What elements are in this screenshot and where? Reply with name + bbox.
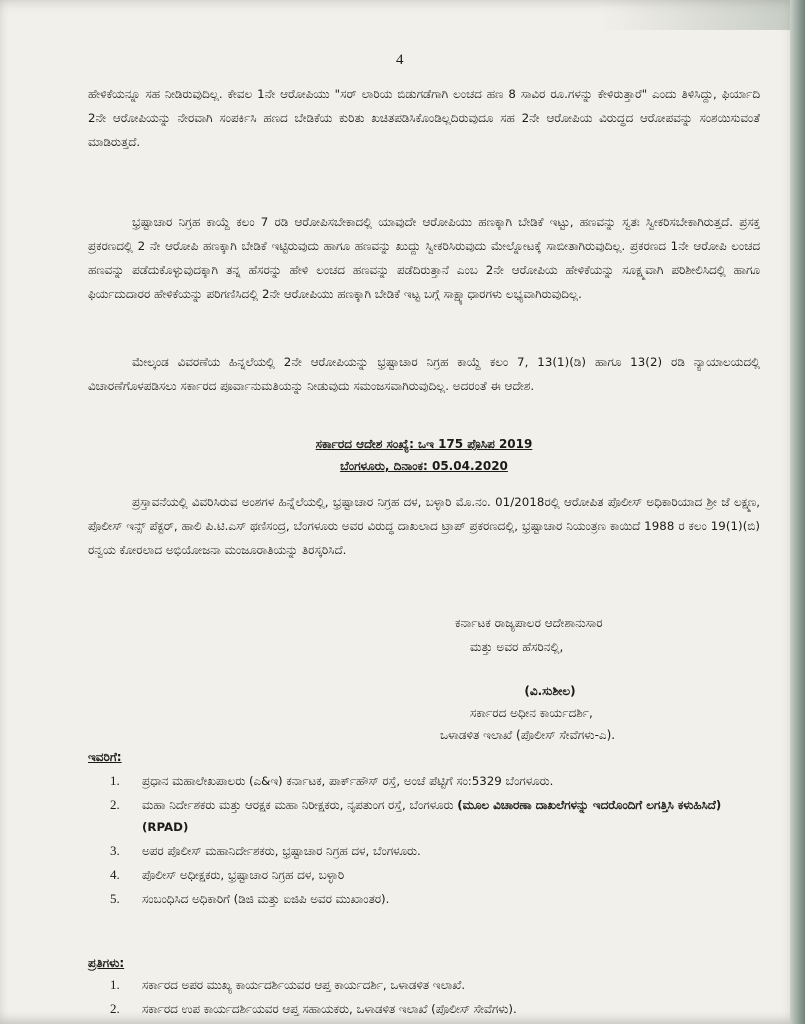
signatory-designation: ಸರ್ಕಾರದ ಅಧೀನ ಕಾರ್ಯದರ್ಶಿ, xyxy=(470,706,593,720)
list-item: 4. ಪೊಲೀಸ್ ಅಧೀಕ್ಷಕರು, ಭ್ರಷ್ಟಾಚಾರ ನಿಗ್ರಹ ದಳ, ಬಳ್ಳಾರಿ xyxy=(110,867,345,882)
recipients-list xyxy=(110,770,760,912)
order-number-heading: ಸರ್ಕಾರದ ಆದೇಶ ಸಂಖ್ಯೆ: ಒಇ 175 ಪೊಸಿಪ 2019 xyxy=(315,437,533,451)
paragraph-3: ಮೇಲ್ಕಂಡ ವಿವರಣೆಯ ಹಿನ್ನಲೆಯಲ್ಲಿ 2ನೇ ಆರೋಪಿಯನ್ನು ಭ್ರಷ್ಟಾಚಾರ ನಿಗ್ರಹ ಕಾಯ್ದೆ ಕಲಂ 7, 13(1)(ಡಿ) ಹಾಗೂ 13(2) ರಡಿ ನ್ಯಾಯಾಲಯದಲ್ಲಿ ವಿಚಾರಣೆಗೊಳಪಡಿಸಲು ಸರ್ಕಾರದ ಪೂರ್ವಾನುಮತಿಯನ್ನು ನೀಡುವುದು ಸಮಂಜಸವಾಗಿರುವುದಿಲ್ಲ. ಅದರಂತೆ ಈ ಆದೇಶ. xyxy=(88,355,760,393)
paragraph-2: ಭ್ರಷ್ಟಾಚಾರ ನಿಗ್ರಹ ಕಾಯ್ದೆ ಕಲಂ 7 ರಡಿ ಆರೋಪಿಸಬೇಕಾದಲ್ಲಿ ಯಾವುದೇ ಆರೋಪಿಯು ಹಣಕ್ಕಾಗಿ ಬೇಡಿಕೆ ಇಟ್ಟು, ಹಣವನ್ನು ಸ್ವತಃ ಸ್ವೀಕರಿಸಬೇಕಾಗಿರುತ್ತದೆ. ಪ್ರಸಕ್ತ ಪ್ರಕರಣದಲ್ಲಿ 2 ನೇ ಆರೋಪಿ ಹಣಕ್ಕಾಗಿ ಬೇಡಿಕೆ ಇಟ್ಟಿರುವುದು ಹಾಗೂ ಹಣವನ್ನು ಖುದ್ದು ಸ್ವೀಕರಿಸಿರುವುದು ಮೇಲ್ನೋಟಕ್ಕೆ ಸಾಬೀತಾಗಿರುವುದಿಲ್ಲ. ಪ್ರಕರಣದ 1ನೇ ಆರೋಪಿ ಲಂಚದ ಹಣವನ್ನು ಪಡೆದುಕೊಳ್ಳುವುದಕ್ಕಾಗಿ ತನ್ನ ಹೆಸರನ್ನು ಹೇಳಿ ಲಂಚದ ಹಣವನ್ನು ಪಡೆದಿರುತ್ತಾನೆ ಎಂಬ 2ನೇ ಆರೋಪಿಯ ಹೇಳಿಕೆಯನ್ನು ಸೂಕ್ಷ್ಮವಾಗಿ ಪರಿಶೀಲಿಸಿದಲ್ಲಿ ಹಾಗೂ ಫಿರ್ಯದುದಾರರ ಹೇಳಿಕೆಯನ್ನು ಪರಿಗಣಿಸಿದಲ್ಲಿ 2ನೇ ಆರೋಪಿಯು ಹಣಕ್ಕಾಗಿ ಬೇಡಿಕೆ ಇಟ್ಟ ಬಗ್ಗೆ ಸಾಕ್ಷ್ಯಾಧಾರಗಳು ಲಭ್ಯವಾಗಿರುವುದಿಲ್ಲ. xyxy=(88,215,760,301)
list-item: 2. ಮಹಾ ನಿರ್ದೇಶಕರು ಮತ್ತು ಆರಕ್ಷಕ ಮಹಾ ನಿರೀಕ್ಷಕರು, ನೃಪತುಂಗ ರಸ್ತೆ, ಬೆಂಗಳೂರು (ಮೂಲ ವಿಚಾರಣಾ ದಾಖಲೆಗಳನ್ನು ಇದರೊಂದಿಗೆ ಲಗತ್ತಿಸಿ ಕಳುಹಿಸಿದೆ) (RPAD) xyxy=(110,797,722,834)
signatory-name: (ವಿ.ಸುಶೀಲ) xyxy=(524,684,576,698)
page-edge-shadow xyxy=(600,0,805,30)
list-item: 1. ಪ್ರಧಾನ ಮಹಾಲೇಖಪಾಲರು (ಎ&ಇ) ಕರ್ನಾಟಕ, ಪಾರ್ಕ್‌ಹೌಸ್ ರಸ್ತೆ, ಅಂಚೆ ಪೆಟ್ಟಿಗೆ ಸಂ:5329 ಬೆಂಗಳೂರು. xyxy=(110,773,554,788)
list-item: 5. ಸಂಬಂಧಿಸಿದ ಅಧಿಕಾರಿಗೆ (ಡಿಜಿ ಮತ್ತು ಐಜಿಪಿ ಅವರ ಮುಖಾಂತರ). xyxy=(110,891,390,906)
background-edge xyxy=(790,0,805,1024)
order-date-heading: ಬೆಂಗಳೂರು, ದಿನಾಂಕ: 05.04.2020 xyxy=(340,459,508,473)
signatory-department: ಒಳಾಡಳಿತ ಇಲಾಖೆ (ಪೊಲೀಸ್ ಸೇವೆಗಳು-ಎ). xyxy=(440,728,616,742)
list-item: 1. ಸರ್ಕಾರದ ಅಪರ ಮುಖ್ಯ ಕಾರ್ಯದರ್ಶಿಯವರ ಆಪ್ತ ಕಾರ್ಯದರ್ಶಿ, ಒಳಾಡಳಿತ ಇಲಾಖೆ. xyxy=(110,977,466,992)
recipients-label: ಇವರಿಗೆ: xyxy=(88,750,122,764)
signature-authority-line: ಕರ್ನಾಟಕ ರಾಜ್ಯಪಾಲರ ಆದೇಶಾನುಸಾರ xyxy=(455,616,603,630)
order-paragraph: ಪ್ರಸ್ತಾವನೆಯಲ್ಲಿ ವಿವರಿಸಿರುವ ಅಂಶಗಳ ಹಿನ್ನೆಲೆಯಲ್ಲಿ, ಭ್ರಷ್ಟಾಚಾರ ನಿಗ್ರಹ ದಳ, ಬಳ್ಳಾರಿ ಮೊ.ನಂ. 01/2018ರಲ್ಲಿ ಆರೋಪಿತ ಪೊಲೀಸ್ ಅಧಿಕಾರಿಯಾದ ಶ್ರೀ ಜೆ ಲಕ್ಷ್ಮಣ, ಪೊಲೀಸ್ ಇನ್ಸ್ ಪೆಕ್ಟರ್, ಹಾಲಿ ಪಿ.ಟಿ.ಎಸ್ ಥಣಿಸಂದ್ರ, ಬೆಂಗಳೂರು ಅವರ ವಿರುದ್ಧ ದಾಖಲಾದ ಟ್ರಾಪ್ ಪ್ರಕರಣದಲ್ಲಿ, ಭ್ರಷ್ಟಾಚಾರ ನಿಯಂತ್ರಣ ಕಾಯಿದೆ 1988 ರ ಕಲಂ 19(1)(ಬಿ) ರನ್ವಯ ಕೋರಲಾದ ಅಭಿಯೋಜನಾ ಮಂಜೂರಾತಿಯನ್ನು ತಿರಸ್ಕರಿಸಿದೆ. xyxy=(88,495,760,557)
signature-authority-line-2: ಮತ್ತು ಅವರ ಹೆಸರಿನಲ್ಲಿ, xyxy=(470,640,564,654)
copies-list xyxy=(110,974,760,1022)
list-item: 3. ಅಪರ ಪೊಲೀಸ್ ಮಹಾನಿರ್ದೇಶಕರು, ಭ್ರಷ್ಟಾಚಾರ ನಿಗ್ರಹ ದಳ, ಬೆಂಗಳೂರು. xyxy=(110,843,421,858)
paragraph-1: ಹೇಳಿಕೆಯನ್ನೂ ಸಹ ನೀಡಿರುವುದಿಲ್ಲ. ಕೇವಲ 1ನೇ ಆರೋಪಿಯು "ಸರ್ ಲಾರಿಯ ಬಿಡುಗಡೆಗಾಗಿ ಲಂಚದ ಹಣ 8 ಸಾವಿರ ರೂ.ಗಳನ್ನು ಕೇಳಿರುತ್ತಾರೆ" ಎಂದು ತಿಳಿಸಿದ್ದು, ಫಿರ್ಯಾದಿ 2ನೇ ಆರೋಪಿಯನ್ನು ನೇರವಾಗಿ ಸಂಪರ್ಕಿಸಿ ಹಣದ ಬೇಡಿಕೆಯ ಕುರಿತು ಖಚಿತಪಡಿಸಿಕೊಂಡಿಲ್ಲದಿರುವುದೂ ಸಹ 2ನೇ ಆರೋಪಿಯ ವಿರುದ್ಧದ ಆರೋಪವನ್ನು ಸಂಶಯಿಸುವಂತೆ ಮಾಡಿರುತ್ತದೆ. xyxy=(88,87,760,149)
page-number: 4 xyxy=(396,52,404,68)
copies-label: ಪ್ರತಿಗಳು: xyxy=(88,956,125,970)
list-item: 2. ಸರ್ಕಾರದ ಉಪ ಕಾರ್ಯದರ್ಶಿಯವರ ಆಪ್ತ ಸಹಾಯಕರು, ಒಳಾಡಳಿತ ಇಲಾಖೆ (ಪೊಲೀಸ್ ಸೇವೆಗಳು). xyxy=(110,1001,517,1016)
